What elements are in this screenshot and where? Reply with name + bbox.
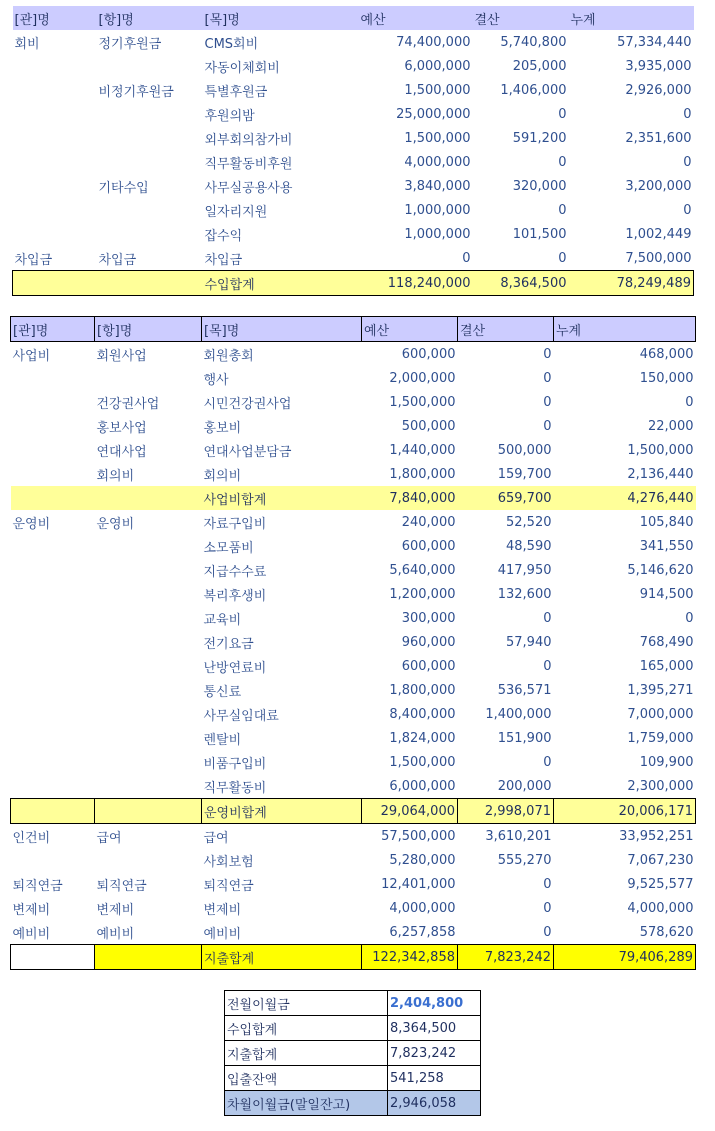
cumulative-cell: 누계 bbox=[569, 6, 694, 30]
cumulative-cell: 1,002,449 bbox=[625, 226, 692, 242]
expense-table-body bbox=[11, 317, 696, 970]
subitem-cell: 직무활동비 bbox=[203, 780, 267, 796]
item-cell bbox=[95, 774, 202, 799]
budget-cell: 1,500,000 bbox=[404, 82, 471, 98]
budget-cell: 8,400,000 bbox=[389, 706, 456, 722]
cumulative-cell: 468,000 bbox=[639, 346, 694, 362]
cumulative-cell: 3,200,000 bbox=[625, 178, 692, 194]
budget-cell: 1,000,000 bbox=[404, 202, 471, 218]
table-row bbox=[11, 896, 696, 920]
subitem-cell: 복리후생비 bbox=[203, 588, 267, 604]
settlement-cell: 159,700 bbox=[497, 466, 552, 482]
budget-cell: 1,500,000 bbox=[389, 394, 456, 410]
settlement-cell: 200,000 bbox=[497, 778, 552, 794]
table-row bbox=[13, 246, 694, 271]
cumulative-cell: 20,006,171 bbox=[554, 799, 696, 824]
cumulative-cell: 165,000 bbox=[639, 658, 694, 674]
item-cell: 연대사업 bbox=[96, 444, 147, 460]
item-cell: 운영비 bbox=[96, 516, 135, 532]
settlement-cell: 결산 bbox=[458, 317, 554, 342]
table-row bbox=[13, 150, 694, 174]
cumulative-cell: 1,759,000 bbox=[627, 730, 694, 746]
summary-row bbox=[225, 991, 481, 1016]
category-cell bbox=[13, 150, 97, 174]
cumulative-cell: 578,620 bbox=[639, 924, 694, 940]
subitem-cell: 변제비 bbox=[203, 902, 242, 918]
subitem-cell: 차입금 bbox=[204, 252, 243, 268]
subitem-cell: 교육비 bbox=[203, 612, 242, 628]
subitem-cell: 시민건강권사업 bbox=[203, 396, 292, 412]
table-row bbox=[11, 872, 696, 896]
item-cell bbox=[95, 654, 202, 678]
settlement-cell: 320,000 bbox=[512, 178, 567, 194]
summary-value: 2,404,800 bbox=[388, 991, 481, 1016]
table-row bbox=[11, 848, 696, 872]
table-row bbox=[11, 342, 696, 367]
category-cell bbox=[13, 78, 97, 102]
cumulative-cell: 0 bbox=[683, 154, 692, 170]
category-cell bbox=[11, 630, 95, 654]
table-row bbox=[11, 558, 696, 582]
subitem-cell: 회원총회 bbox=[203, 348, 254, 364]
settlement-cell: 417,950 bbox=[497, 562, 552, 578]
item-cell: 차입금 bbox=[98, 252, 137, 268]
table-row bbox=[11, 534, 696, 558]
subitem-cell: 행사 bbox=[203, 372, 229, 388]
settlement-cell: 0 bbox=[558, 106, 567, 122]
summary-label: 수입합계 bbox=[225, 1016, 388, 1041]
item-cell bbox=[95, 486, 202, 510]
cumulative-cell: 7,000,000 bbox=[627, 706, 694, 722]
subitem-cell: 전기요금 bbox=[203, 636, 254, 652]
subitem-cell: 잡수익 bbox=[204, 228, 243, 244]
category-cell bbox=[13, 174, 97, 198]
cumulative-cell: 0 bbox=[685, 394, 694, 410]
settlement-cell: 0 bbox=[543, 370, 552, 386]
item-cell bbox=[97, 271, 203, 296]
item-cell bbox=[95, 945, 202, 970]
item-cell bbox=[95, 726, 202, 750]
item-cell bbox=[95, 702, 202, 726]
subitem-cell: 일자리지원 bbox=[204, 204, 268, 220]
item-cell: 회의비 bbox=[96, 468, 135, 484]
table-row bbox=[13, 54, 694, 78]
settlement-cell: 0 bbox=[543, 876, 552, 892]
budget-cell: 1,500,000 bbox=[389, 754, 456, 770]
category-cell bbox=[11, 438, 95, 462]
income-header-row bbox=[13, 6, 694, 30]
category-cell bbox=[11, 462, 95, 486]
settlement-cell: 0 bbox=[543, 346, 552, 362]
category-cell bbox=[11, 486, 95, 510]
cumulative-cell: 2,351,600 bbox=[625, 130, 692, 146]
category-cell bbox=[11, 774, 95, 799]
cumulative-cell: 79,406,289 bbox=[554, 945, 696, 970]
table-row bbox=[11, 366, 696, 390]
item-cell bbox=[97, 126, 203, 150]
table-row bbox=[11, 824, 696, 849]
subitem-cell: 예비비 bbox=[203, 926, 242, 942]
table-row bbox=[11, 390, 696, 414]
settlement-cell: 48,590 bbox=[506, 538, 552, 554]
subitem-cell: 급여 bbox=[203, 830, 229, 846]
cumulative-cell: 0 bbox=[683, 202, 692, 218]
budget-cell: 7,840,000 bbox=[362, 486, 458, 510]
budget-cell: 예산 bbox=[359, 6, 473, 30]
category-cell: 변제비 bbox=[12, 902, 51, 918]
item-cell bbox=[95, 366, 202, 390]
category-cell bbox=[11, 726, 95, 750]
budget-cell: 예산 bbox=[362, 317, 458, 342]
cumulative-cell: 57,334,440 bbox=[617, 34, 692, 50]
category-cell: 회비 bbox=[14, 36, 40, 52]
expense-header-row bbox=[11, 317, 696, 342]
settlement-cell: 151,900 bbox=[497, 730, 552, 746]
cumulative-cell: 1,500,000 bbox=[627, 442, 694, 458]
category-cell bbox=[13, 126, 97, 150]
budget-cell: 6,000,000 bbox=[404, 58, 471, 74]
item-cell bbox=[95, 630, 202, 654]
expense-grand-total-row bbox=[11, 945, 696, 970]
category-cell bbox=[11, 678, 95, 702]
subitem-cell: CMS회비 bbox=[204, 36, 259, 52]
table-row bbox=[11, 678, 696, 702]
table-row bbox=[13, 198, 694, 222]
category-cell: 퇴직연금 bbox=[12, 878, 63, 894]
settlement-cell: 0 bbox=[543, 610, 552, 626]
cumulative-cell: 5,146,620 bbox=[627, 562, 694, 578]
settlement-cell: 555,270 bbox=[497, 852, 552, 868]
subitem-cell: 연대사업분담금 bbox=[203, 444, 292, 460]
summary-value: 2,946,058 bbox=[388, 1091, 481, 1116]
budget-cell: 1,800,000 bbox=[389, 466, 456, 482]
category-cell: 운영비 bbox=[12, 516, 51, 532]
category-cell bbox=[13, 271, 97, 296]
settlement-cell: 500,000 bbox=[497, 442, 552, 458]
item-cell bbox=[95, 606, 202, 630]
income-table-body bbox=[13, 6, 694, 296]
table-row bbox=[11, 630, 696, 654]
budget-cell: 300,000 bbox=[401, 610, 456, 626]
category-cell bbox=[11, 654, 95, 678]
item-cell bbox=[97, 198, 203, 222]
item-cell bbox=[97, 102, 203, 126]
subitem-cell: 특별후원금 bbox=[204, 84, 268, 100]
table-row bbox=[11, 702, 696, 726]
item-cell bbox=[95, 750, 202, 774]
cumulative-cell: 22,000 bbox=[648, 418, 694, 434]
settlement-cell: 101,500 bbox=[512, 226, 567, 242]
subitem-cell: 홍보비 bbox=[203, 420, 242, 436]
category-cell bbox=[11, 945, 95, 970]
item-cell: 퇴직연금 bbox=[96, 878, 147, 894]
cumulative-cell: 768,490 bbox=[639, 634, 694, 650]
subitem-cell: 직무활동비후원 bbox=[204, 156, 293, 172]
subitem-cell: 자동이체회비 bbox=[204, 60, 280, 76]
item-cell: 홍보사업 bbox=[96, 420, 147, 436]
cumulative-cell: 341,550 bbox=[639, 538, 694, 554]
item-cell bbox=[95, 558, 202, 582]
budget-cell: 5,280,000 bbox=[389, 852, 456, 868]
settlement-cell: 7,823,242 bbox=[458, 945, 554, 970]
category-cell bbox=[11, 414, 95, 438]
budget-cell: 118,240,000 bbox=[359, 271, 473, 296]
subitem-cell: 사무실임대료 bbox=[203, 708, 279, 724]
table-row bbox=[13, 222, 694, 246]
item-cell: [항]명 bbox=[97, 6, 203, 30]
settlement-cell: 536,571 bbox=[497, 682, 552, 698]
item-cell: 회원사업 bbox=[96, 348, 147, 364]
subitem-cell: [목]명 bbox=[203, 6, 359, 30]
budget-cell: 1,500,000 bbox=[404, 130, 471, 146]
subitem-cell: 운영비합계 bbox=[202, 799, 362, 824]
category-cell: 예비비 bbox=[12, 926, 51, 942]
budget-cell: 4,000,000 bbox=[404, 154, 471, 170]
settlement-cell: 0 bbox=[543, 900, 552, 916]
cumulative-cell: 914,500 bbox=[639, 586, 694, 602]
cumulative-cell: 78,249,489 bbox=[569, 271, 694, 296]
subitem-cell: 난방연료비 bbox=[203, 660, 267, 676]
settlement-cell: 0 bbox=[558, 202, 567, 218]
budget-cell: 0 bbox=[462, 250, 471, 266]
category-cell bbox=[11, 750, 95, 774]
table-row bbox=[11, 582, 696, 606]
settlement-cell: 52,520 bbox=[506, 514, 552, 530]
table-row bbox=[11, 920, 696, 945]
cumulative-cell: 1,395,271 bbox=[627, 682, 694, 698]
subitem-cell: 사회보험 bbox=[203, 854, 254, 870]
budget-cell: 600,000 bbox=[401, 538, 456, 554]
subitem-cell: 지급수수료 bbox=[203, 564, 267, 580]
subitem-cell: 비품구입비 bbox=[203, 756, 267, 772]
table-row bbox=[11, 654, 696, 678]
subitem-cell: [목]명 bbox=[202, 317, 362, 342]
table-row bbox=[11, 606, 696, 630]
category-cell: 사업비 bbox=[12, 348, 51, 364]
subitem-cell: 자료구입비 bbox=[203, 516, 267, 532]
subitem-cell: 사무실공용사용 bbox=[204, 180, 293, 196]
item-cell bbox=[97, 150, 203, 174]
cumulative-cell: 누계 bbox=[554, 317, 696, 342]
income-table bbox=[12, 6, 694, 296]
subitem-cell: 지출합계 bbox=[202, 945, 362, 970]
summary-row bbox=[225, 1066, 481, 1091]
budget-cell: 600,000 bbox=[401, 658, 456, 674]
budget-cell: 74,400,000 bbox=[396, 34, 471, 50]
settlement-cell: 1,406,000 bbox=[500, 82, 567, 98]
settlement-cell: 132,600 bbox=[497, 586, 552, 602]
budget-cell: 2,000,000 bbox=[389, 370, 456, 386]
item-cell: 예비비 bbox=[96, 926, 135, 942]
expense-table bbox=[10, 316, 696, 970]
settlement-cell: 1,400,000 bbox=[485, 706, 552, 722]
subitem-cell: 통신료 bbox=[203, 684, 242, 700]
item-cell: 급여 bbox=[96, 830, 122, 846]
summary-value: 541,258 bbox=[388, 1066, 481, 1091]
balance-summary-table bbox=[224, 990, 481, 1116]
category-cell: [관]명 bbox=[13, 6, 97, 30]
cumulative-cell: 7,067,230 bbox=[627, 852, 694, 868]
category-cell bbox=[13, 198, 97, 222]
subitem-cell: 사업비합계 bbox=[202, 486, 362, 510]
cumulative-cell: 0 bbox=[683, 106, 692, 122]
item-cell bbox=[97, 222, 203, 246]
budget-cell: 600,000 bbox=[401, 346, 456, 362]
budget-cell: 12,401,000 bbox=[381, 876, 456, 892]
subitem-cell: 퇴직연금 bbox=[203, 878, 254, 894]
category-cell bbox=[11, 534, 95, 558]
operation-subtotal-row bbox=[11, 799, 696, 824]
budget-cell: 29,064,000 bbox=[362, 799, 458, 824]
settlement-cell: 0 bbox=[543, 394, 552, 410]
settlement-cell: 8,364,500 bbox=[473, 271, 569, 296]
item-cell: [항]명 bbox=[95, 317, 202, 342]
item-cell bbox=[95, 678, 202, 702]
business-subtotal-row bbox=[11, 486, 696, 510]
table-row bbox=[11, 438, 696, 462]
cumulative-cell: 0 bbox=[685, 610, 694, 626]
category-cell: 인건비 bbox=[12, 830, 51, 846]
budget-cell: 122,342,858 bbox=[362, 945, 458, 970]
balance-summary-body bbox=[225, 991, 481, 1116]
budget-cell: 57,500,000 bbox=[381, 828, 456, 844]
item-cell: 건강권사업 bbox=[96, 396, 160, 412]
table-row bbox=[11, 414, 696, 438]
table-row bbox=[13, 30, 694, 54]
cumulative-cell: 4,276,440 bbox=[554, 486, 696, 510]
summary-row bbox=[225, 1016, 481, 1041]
table-row bbox=[11, 510, 696, 534]
subitem-cell: 렌탈비 bbox=[203, 732, 242, 748]
summary-label: 차월이월금(말일잔고) bbox=[225, 1091, 388, 1116]
cumulative-cell: 109,900 bbox=[639, 754, 694, 770]
category-cell bbox=[11, 582, 95, 606]
table-row bbox=[11, 774, 696, 799]
table-row bbox=[13, 102, 694, 126]
summary-value: 8,364,500 bbox=[388, 1016, 481, 1041]
item-cell bbox=[95, 582, 202, 606]
category-cell bbox=[11, 848, 95, 872]
summary-row bbox=[225, 1091, 481, 1116]
cumulative-cell: 2,136,440 bbox=[627, 466, 694, 482]
category-cell bbox=[11, 799, 95, 824]
summary-row bbox=[225, 1041, 481, 1066]
budget-cell: 1,200,000 bbox=[389, 586, 456, 602]
subitem-cell: 후원의밤 bbox=[204, 108, 255, 124]
category-cell bbox=[11, 606, 95, 630]
table-row bbox=[13, 174, 694, 198]
summary-label: 입출잔액 bbox=[225, 1066, 388, 1091]
budget-cell: 500,000 bbox=[401, 418, 456, 434]
category-cell bbox=[13, 222, 97, 246]
settlement-cell: 결산 bbox=[473, 6, 569, 30]
cumulative-cell: 2,300,000 bbox=[627, 778, 694, 794]
settlement-cell: 0 bbox=[558, 154, 567, 170]
category-cell bbox=[11, 390, 95, 414]
subitem-cell: 수입합계 bbox=[203, 271, 359, 296]
settlement-cell: 0 bbox=[558, 250, 567, 266]
budget-cell: 6,000,000 bbox=[389, 778, 456, 794]
budget-cell: 5,640,000 bbox=[389, 562, 456, 578]
item-cell: 기타수입 bbox=[98, 180, 149, 196]
category-cell: [관]명 bbox=[11, 317, 95, 342]
item-cell bbox=[95, 534, 202, 558]
budget-cell: 6,257,858 bbox=[389, 924, 456, 940]
item-cell: 정기후원금 bbox=[98, 36, 162, 52]
subitem-cell: 회의비 bbox=[203, 468, 242, 484]
settlement-cell: 0 bbox=[543, 658, 552, 674]
settlement-cell: 0 bbox=[543, 754, 552, 770]
table-row bbox=[11, 750, 696, 774]
cumulative-cell: 7,500,000 bbox=[625, 250, 692, 266]
income-total-row bbox=[13, 271, 694, 296]
table-row bbox=[11, 462, 696, 486]
item-cell bbox=[97, 54, 203, 78]
budget-cell: 1,824,000 bbox=[389, 730, 456, 746]
table-row bbox=[13, 126, 694, 150]
cumulative-cell: 2,926,000 bbox=[625, 82, 692, 98]
budget-cell: 3,840,000 bbox=[404, 178, 471, 194]
cumulative-cell: 150,000 bbox=[639, 370, 694, 386]
category-cell: 차입금 bbox=[14, 252, 53, 268]
category-cell bbox=[11, 366, 95, 390]
subitem-cell: 소모품비 bbox=[203, 540, 254, 556]
budget-cell: 960,000 bbox=[401, 634, 456, 650]
category-cell bbox=[11, 702, 95, 726]
category-cell bbox=[11, 558, 95, 582]
cumulative-cell: 4,000,000 bbox=[627, 900, 694, 916]
table-row bbox=[13, 78, 694, 102]
settlement-cell: 5,740,800 bbox=[500, 34, 567, 50]
settlement-cell: 2,998,071 bbox=[458, 799, 554, 824]
settlement-cell: 0 bbox=[543, 924, 552, 940]
settlement-cell: 659,700 bbox=[458, 486, 554, 510]
item-cell bbox=[95, 799, 202, 824]
settlement-cell: 591,200 bbox=[512, 130, 567, 146]
settlement-cell: 0 bbox=[543, 418, 552, 434]
summary-value: 7,823,242 bbox=[388, 1041, 481, 1066]
budget-cell: 240,000 bbox=[401, 514, 456, 530]
settlement-cell: 3,610,201 bbox=[485, 828, 552, 844]
budget-cell: 1,440,000 bbox=[389, 442, 456, 458]
budget-cell: 4,000,000 bbox=[389, 900, 456, 916]
category-cell bbox=[13, 102, 97, 126]
cumulative-cell: 9,525,577 bbox=[627, 876, 694, 892]
item-cell: 비정기후원금 bbox=[98, 84, 174, 100]
summary-label: 전월이월금 bbox=[225, 991, 388, 1016]
category-cell bbox=[13, 54, 97, 78]
cumulative-cell: 105,840 bbox=[639, 514, 694, 530]
item-cell bbox=[95, 848, 202, 872]
table-row bbox=[11, 726, 696, 750]
budget-cell: 25,000,000 bbox=[396, 106, 471, 122]
budget-cell: 1,000,000 bbox=[404, 226, 471, 242]
settlement-cell: 205,000 bbox=[512, 58, 567, 74]
settlement-cell: 57,940 bbox=[506, 634, 552, 650]
item-cell: 변제비 bbox=[96, 902, 135, 918]
cumulative-cell: 3,935,000 bbox=[625, 58, 692, 74]
cumulative-cell: 33,952,251 bbox=[619, 828, 694, 844]
summary-label: 지출합계 bbox=[225, 1041, 388, 1066]
budget-cell: 1,800,000 bbox=[389, 682, 456, 698]
subitem-cell: 외부회의참가비 bbox=[204, 132, 293, 148]
